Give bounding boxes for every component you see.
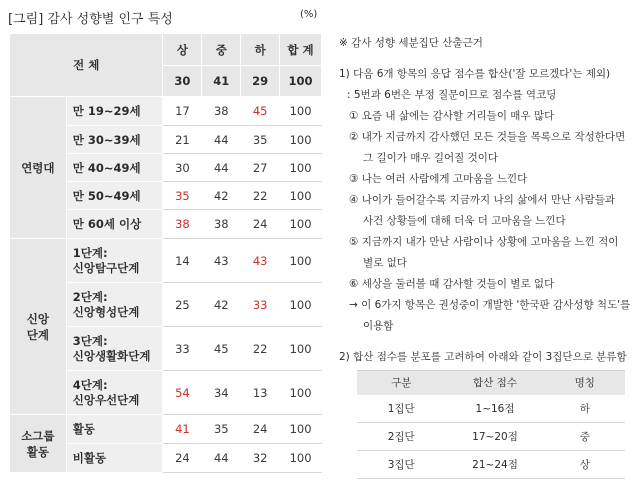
cell-value: 17: [163, 97, 202, 126]
header-total-label: 전 체: [10, 34, 163, 97]
group-label-line: 활동: [26, 444, 49, 459]
cell-value: 35: [202, 415, 241, 444]
cell-value: 43: [202, 239, 241, 283]
row-label: 활동: [66, 415, 163, 444]
dist-cell: 상: [545, 451, 625, 479]
cell-value: 45: [241, 97, 280, 126]
cell-value: 43: [241, 239, 280, 283]
row-label-line: 2단계:: [72, 289, 108, 304]
cell-value: 21: [163, 126, 202, 154]
row-label-line: 3단계:: [72, 333, 108, 348]
survey-item: ① 요즘 내 삶에는 감사할 거리들이 매우 많다: [349, 110, 555, 122]
dist-cell: 하: [545, 395, 625, 423]
row-label-line: 4단계:: [72, 377, 108, 392]
cell-value: 35: [163, 182, 202, 210]
cell-value: 22: [241, 327, 280, 371]
survey-item-cont: 사건 상황들에 대해 더욱 더 고마움을 느낀다: [363, 215, 566, 227]
notes-heading: ※ 감사 성향 세분집단 산출근거: [339, 37, 483, 49]
survey-item: ⑤ 지금까지 내가 만난 사람이나 상황에 고마움을 느낀 적이: [349, 236, 619, 248]
dist-cell: 21~24점: [445, 451, 544, 479]
cell-value: 14: [163, 239, 202, 283]
group-label-line: 단계: [26, 327, 49, 342]
table-row: [357, 451, 625, 479]
dist-cell: 3집단: [357, 451, 445, 479]
cell-value: 33: [163, 327, 202, 371]
unit-label: (%): [300, 9, 318, 20]
table-row: [10, 239, 322, 283]
cell-value: 44: [202, 126, 241, 154]
row-label-line: 1단계:: [72, 245, 108, 260]
cell-value: 45: [202, 327, 241, 371]
row-label: 만 40~49세: [66, 154, 163, 182]
demographics-table: [9, 33, 322, 473]
cell-value: 100: [280, 239, 322, 283]
cell-value: 44: [202, 154, 241, 182]
cell-value: 41: [163, 415, 202, 444]
row-label-line: 신앙탐구단계: [72, 260, 140, 275]
cell-value: 100: [280, 283, 322, 327]
cell-value: 100: [280, 182, 322, 210]
survey-item-cont: 별로 없다: [363, 257, 407, 269]
row-label-line: 신앙우선단계: [72, 392, 140, 407]
total-value: 29: [241, 66, 280, 97]
row-label: 만 60세 이상: [66, 210, 163, 239]
total-value: 100: [280, 66, 322, 97]
row-label: [66, 371, 163, 415]
group-label-age: 연령대: [10, 97, 67, 239]
group-label-faith: [10, 239, 67, 415]
total-value: 41: [202, 66, 241, 97]
cell-value: 100: [280, 126, 322, 154]
survey-item-cont: 그 길이가 매우 길어질 것이다: [363, 152, 499, 164]
dist-cell: 1~16점: [445, 395, 544, 423]
table-row: [357, 395, 625, 423]
score-group-table: [357, 370, 625, 479]
group-label-line: 소그룹: [21, 428, 55, 443]
methodology-notes: [339, 33, 635, 368]
source-note-cont: 이용함: [363, 320, 394, 332]
cell-value: 32: [241, 444, 280, 473]
cell-value: 100: [280, 97, 322, 126]
row-label-line: 신앙형성단계: [72, 304, 140, 319]
survey-item: ⑥ 세상을 둘러볼 때 감사할 것들이 별로 없다: [349, 278, 555, 290]
table-row: [357, 423, 625, 451]
cell-value: 22: [241, 182, 280, 210]
cell-value: 100: [280, 444, 322, 473]
cell-value: 34: [202, 371, 241, 415]
cell-value: 35: [241, 126, 280, 154]
cell-value: 24: [241, 210, 280, 239]
group-label-line: 신앙: [26, 311, 49, 326]
row-label: [66, 239, 163, 283]
cell-value: 24: [241, 415, 280, 444]
row-label: [66, 283, 163, 327]
cell-value: 25: [163, 283, 202, 327]
row-label: 비활동: [66, 444, 163, 473]
cell-value: 13: [241, 371, 280, 415]
step-1-text: 1) 다음 6개 항목의 응답 점수를 합산('잘 모르겠다'는 제외): [339, 68, 611, 80]
cell-value: 100: [280, 210, 322, 239]
dist-header: 명칭: [545, 371, 625, 395]
column-header-sum: 합 계: [280, 34, 322, 66]
survey-item: ② 내가 지금까지 감사했던 모든 것들을 목록으로 작성한다면: [349, 131, 626, 143]
dist-cell: 1집단: [357, 395, 445, 423]
figure-title: [그림] 감사 성향별 인구 특성: [8, 12, 173, 27]
cell-value: 24: [163, 444, 202, 473]
row-label: 만 19~29세: [66, 97, 163, 126]
cell-value: 42: [202, 283, 241, 327]
step-2-text: 2) 합산 점수를 분포를 고려하여 아래와 같이 3집단으로 분류함: [339, 351, 627, 363]
cell-value: 27: [241, 154, 280, 182]
row-label: 만 50~49세: [66, 182, 163, 210]
dist-cell: 중: [545, 423, 625, 451]
cell-value: 38: [202, 210, 241, 239]
cell-value: 100: [280, 415, 322, 444]
cell-value: 33: [241, 283, 280, 327]
cell-value: 100: [280, 154, 322, 182]
dist-cell: 17~20점: [445, 423, 544, 451]
cell-value: 54: [163, 371, 202, 415]
column-header-low: 하: [241, 34, 280, 66]
table-row: [10, 415, 322, 444]
source-note: → 이 6가지 항목은 권성중이 개발한 '한국판 감사성향 척도'를: [349, 299, 631, 311]
cell-value: 100: [280, 327, 322, 371]
cell-value: 42: [202, 182, 241, 210]
row-label: [66, 327, 163, 371]
column-header-mid: 중: [202, 34, 241, 66]
row-label: 만 30~39세: [66, 126, 163, 154]
dist-header: 구분: [357, 371, 445, 395]
table-row: [10, 97, 322, 126]
cell-value: 38: [163, 210, 202, 239]
survey-item: ③ 나는 여러 사람에게 고마움을 느낀다: [349, 173, 528, 185]
survey-item: ④ 나이가 들어갈수록 지금까지 나의 삶에서 만난 사람들과: [349, 194, 616, 206]
cell-value: 44: [202, 444, 241, 473]
row-label-line: 신앙생활화단계: [72, 348, 151, 363]
cell-value: 38: [202, 97, 241, 126]
step-1-subnote: : 5번과 6번은 부정 질문이므로 점수를 역코딩: [347, 89, 557, 101]
cell-value: 30: [163, 154, 202, 182]
dist-header: 합산 점수: [445, 371, 544, 395]
column-header-high: 상: [163, 34, 202, 66]
cell-value: 100: [280, 371, 322, 415]
group-label-smallgroup: [10, 415, 67, 473]
total-value: 30: [163, 66, 202, 97]
dist-cell: 2집단: [357, 423, 445, 451]
